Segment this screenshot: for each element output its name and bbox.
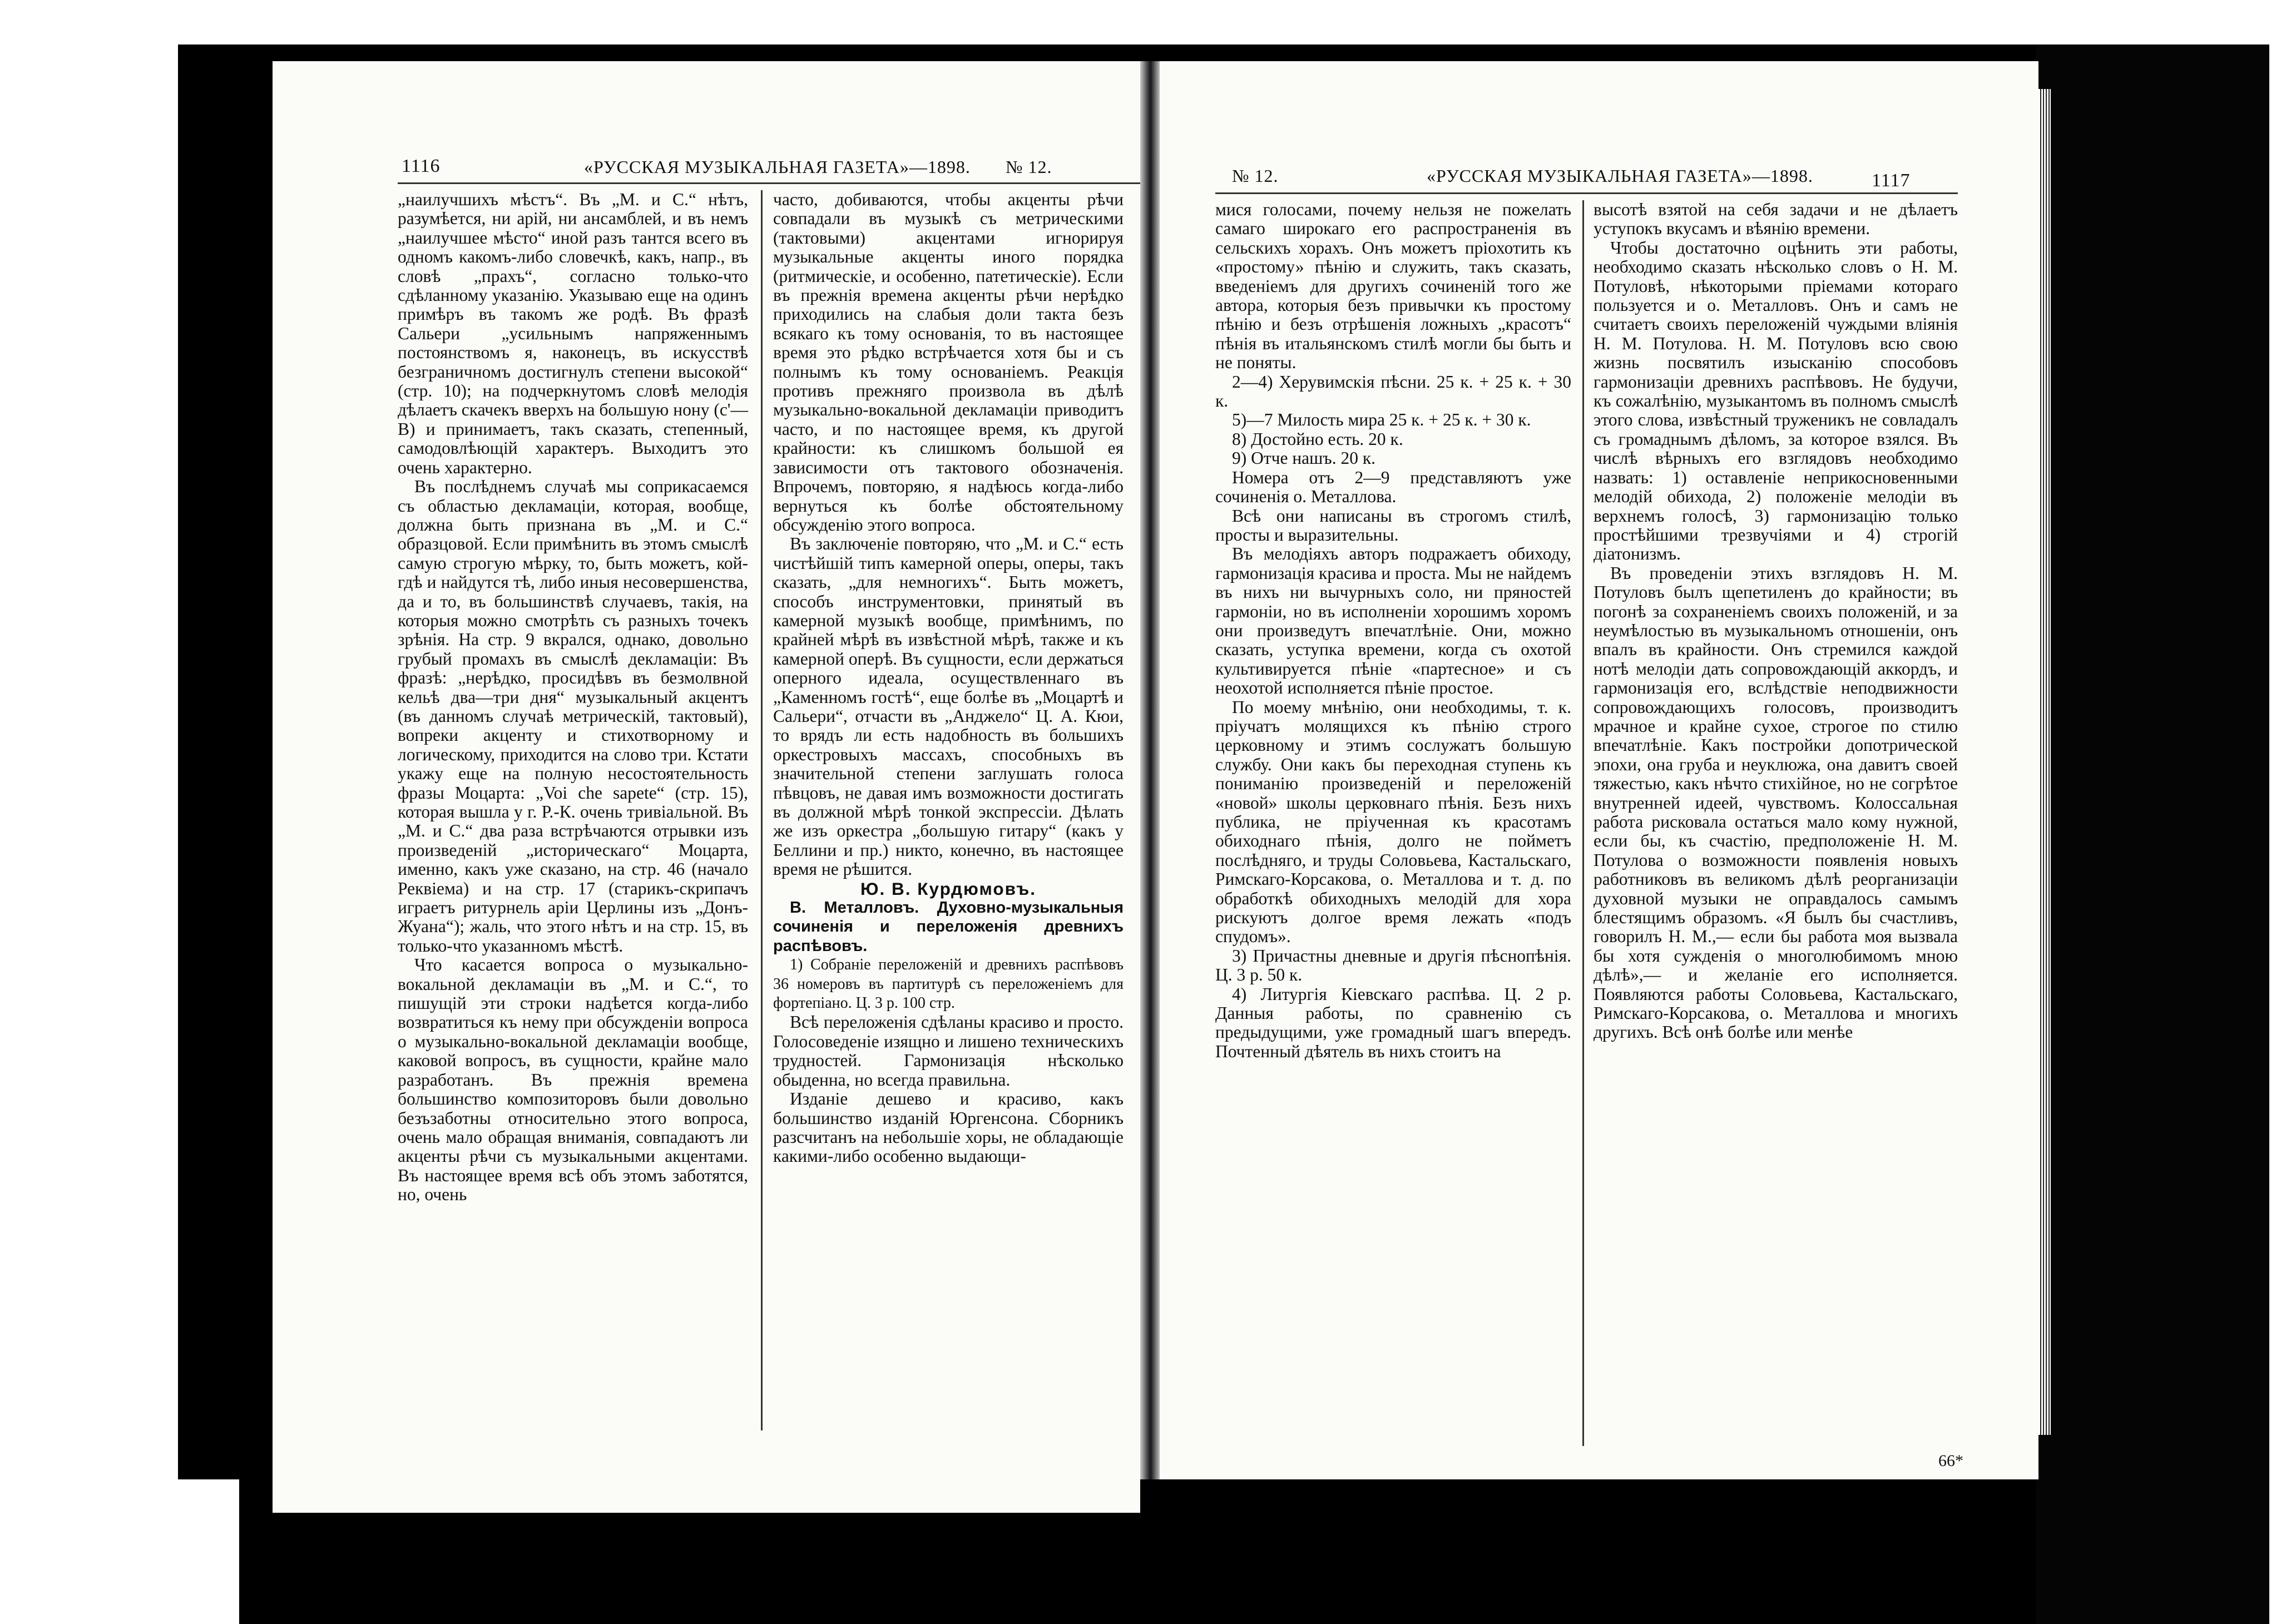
right-column-1 [1215,200,1571,1061]
list-item: 3) Причастны дневные и другія пѣснопѣнія. Ц. 3 р. 50 к. [1215,945,1571,985]
list-item: 9) Отче нашъ. 20 к. [1232,448,1376,468]
right-page [1160,61,2038,1479]
left-running-head: «РУССКАЯ МУЗЫКАЛЬНАЯ ГАЗЕТА»—1898. [584,157,971,177]
paragraph: Всѣ они написаны въ строгомъ стилѣ, просты и выразительны. [1215,506,1571,544]
paragraph: 4) Литургія Кіевскаго распѣва. Ц. 2 р. Данныя работы, по сравненію съ предыдущими, уже громадный шагъ впередъ. Почтенный дѣятель въ нихъ стоитъ на [1215,984,1571,1061]
paragraph: Номера отъ 2—9 представляютъ уже сочиненія о. Металлова. [1215,467,1571,507]
paragraph: Изданіе дешево и красиво, какъ большинство изданій Юргенсона. Сборникъ разсчитанъ на небольшіе хоры, не обладающіе какими-либо особенно выдающи- [773,1089,1124,1166]
left-page [273,61,1140,1513]
paragraph: 1) Собраніе переложеній и древнихъ распѣвовъ 36 номеровъ въ партитурѣ съ переложеніемъ для фортепіано. Ц. 3 р. 100 стр. [773,956,1124,1012]
paragraph: „наилучшихъ мѣстъ“. Въ „М. и С.“ нѣтъ, разумѣется, ни арій, ни ансамблей, и въ немъ „наилучшее мѣсто“ иной разъ тантся всего въ одномъ какомъ-либо словечкѣ, какъ, напр., въ словѣ „прахъ“, согласно только-что сдѣланному указанію. Указываю еще на одинъ примѣръ въ такомъ же родѣ. Въ фразѣ Сальери „усильнымъ напряженнымъ постоянствомъ я, наконецъ, въ искусствѣ безграничномъ достигнулъ степени высокой“ (стр. 10); на подчеркнутомъ словѣ мелодія дѣлаетъ скачекъ вверхъ на большую нону (с'—В) и принимаетъ, такъ сказать, степенный, самодовлѣющій характеръ. Выходитъ это очень характерно. [398,190,748,477]
book-gutter [1140,61,1160,1479]
paragraph: Чтобы достаточно оцѣнить эти работы, необходимо сказать нѣсколько словъ о Н. М. Потуловѣ, нѣкоторыми пріемами котораго пользуется и о. Металловъ. Онъ и самъ не считаетъ своихъ переложеній чуждыми вліянія Н. М. Потулова. Н. М. Потуловъ всю свою жизнь посвятилъ изысканію способовъ гармонизаціи древнихъ распѣвовъ. Не будучи, къ сожалѣнію, музыкантомъ въ полномъ смыслѣ этого слова, извѣстный труженикъ не совладалъ съ громаднымъ дѣломъ, за которое взялся. Въ числѣ вѣрныхъ его взглядовъ необходимо назвать: 1) оставленіе неприкосновенными мелодій обихода, 2) положеніе мелодіи въ верхнемъ голосѣ, 3) гармонизацію только простѣйшими трезвучіями и 4) строгій діатонизмъ. [1594,237,1958,564]
left-issue-number: № 12. [1006,157,1052,177]
list-item: 5)—7 Милость мира 25 к. + 25 к. + 30 к. [1232,410,1531,430]
right-column-divider [1582,200,1584,1446]
left-header-rule [398,182,1140,184]
list-item: 8) Достойно есть. 20 к. [1232,429,1403,449]
paragraph: Въ послѣднемъ случаѣ мы соприкасаемся съ областью декламаціи, которая, вообще, должна быть признана въ „М. и С.“ образцовой. Если примѣнить въ этомъ смыслѣ самую строгую мѣрку, то, быть можетъ, кой-гдѣ и найдутся тѣ, либо иныя несовершенства, да и то, въ большинствѣ случаевъ, такія, на которыя можно смотрѣть съ разныхъ точекъ зрѣнія. На стр. 9 вкрался, однако, довольно грубый промахъ въ смыслѣ декламаціи: Въ фразѣ: „нерѣдко, просидѣвъ въ безмолвной кельѣ два—три дня“ музыкальный акцентъ (въ данномъ случаѣ метрическій, тактовый), вопреки акценту и стихотворному и логическому, приходится на слово три. Кстати укажу еще на полную несостоятельность фразы Моцарта: „Voi che sapete“ (стр. 15), которая вышла у г. Р.-К. очень тривіальной. Въ „М. и С.“ два раза встрѣчаются отрывки изъ произведеній „историческаго“ Моцарта, именно, какъ уже сказано, на стр. 46 (начало Реквіема) и на стр. 17 (старикъ-скрипачъ играетъ ритурнель аріи Церлины изъ „Донъ-Жуана“); жаль, что этого нѣтъ и на стр. 15, въ только-что указанномъ мѣстѣ. [398,477,748,955]
paragraph: Въ мелодіяхъ авторъ подражаетъ обиходу, гармонизація красива и проста. Мы не найдемъ въ нихъ ни вычурныхъ соло, ни пряностей гармоніи, но въ исполненіи хорошимъ хоромъ они произведутъ впечатлѣніе. Они, можно сказать, уступка времени, когда съ охотой культивируется пѣніе «партесное» и съ неохотой исполняется пѣніе простое. [1215,544,1571,698]
paragraph: мися голосами, почему нельзя не пожелать самаго широкаго его распространенія въ сельскихъ хорахъ. Онъ можетъ пріохотить къ «простому» пѣнію и служить, такъ сказать, введеніемъ для другихъ сочиненій того же автора, которыя безъ привычки къ простому пѣнію и безъ отрѣшенія ложныхъ „красотъ“ пѣнія въ итальянскомъ стилѣ могли бы быть и не поняты. [1215,200,1571,373]
review-heading: В. Металловъ. Духовно-музыкальныя сочиненія и переложенія древнихъ распѣвовъ. [773,899,1124,955]
paragraph: По моему мнѣнію, они необходимы, т. к. пріучатъ молящихся къ пѣнію строго церковному и этимъ сослужатъ большую службу. Они какъ бы переходная ступень къ пониманію произведеній и переложеній «новой» школы церковнаго пѣнія. Безъ нихъ публика, не пріученная къ красотамъ обиходнаго пѣнія, долго не пойметъ послѣдняго, и труды Соловьева, Кастальскаго, Римскаго-Корсакова, о. Металлова и т. д. по обработкѣ обиходныхъ мелодій для хора рискуютъ долгое время лежать «подъ спудомъ». [1215,697,1571,947]
left-column-2 [773,190,1124,1166]
paragraph: Въ заключеніе повторяю, что „М. и С.“ есть чистѣйшій типъ камерной оперы, оперы, такъ сказать, „для немногихъ“. Быть можетъ, способъ инструментовки, принятый въ камерной музыкѣ вообще, примѣнимъ, по крайней мѣрѣ въ извѣстной мѣрѣ, также и къ камерной оперѣ. Въ сущности, если держаться оперного идеала, осуществленнаго въ „Каменномъ гостѣ“, еще болѣе въ „Моцартѣ и Сальери“, отчасти въ „Анджело“ Ц. А. Кюи, то врядъ ли есть надобность въ большихъ оркестровыхъ массахъ, способныхъ въ значительной степени заглушать голоса пѣвцовъ, не давая имъ возможности достигать въ должной мѣрѣ тонкой экспрессіи. Дѣлать же изъ оркестра „большую гитару“ (какъ у Беллини и пр.) никто, конечно, въ настоящее время не рѣшится. [773,534,1124,879]
right-page-number: 1117 [1872,170,1911,191]
paragraph: высотѣ взятой на себя задачи и не дѣлаетъ уступокъ вкусамъ и вѣянію времени. [1594,200,1958,239]
left-page-number: 1116 [402,156,441,176]
paragraph: Что касается вопроса о музыкально-вокальной декламаціи въ „М. и С.“, то пишущій эти строки надѣется когда-либо возвратиться къ нему при обсужденіи вопроса о музыкально-вокальной декламаціи вообще, каковой вопросъ, въ сущности, крайне мало разработанъ. Въ прежнія времена большинство композиторовъ были довольно безъзаботны относительно этого вопроса, очень мало обращая вниманія, совпадаютъ ли акценты рѣчи съ музыкальными акцентами. Въ настоящее время всѣ объ этомъ заботятся, но, очень [398,955,748,1205]
right-running-head: «РУССКАЯ МУЗЫКАЛЬНАЯ ГАЗЕТА»—1898. [1427,166,1813,186]
left-column-1 [398,190,748,1205]
paragraph: Всѣ переложенія сдѣланы красиво и просто. Голосоведеніе изящно и лишено техническихъ трудностей. Гармонизація нѣсколько обыденна, но всегда правильна. [773,1012,1124,1090]
author-signature: Ю. В. Курдюмовъ. [860,878,1036,899]
right-header-rule [1215,192,1958,194]
scan-margin [178,1479,239,1624]
signature-mark: 66* [1938,1452,1963,1470]
left-column-divider [761,190,763,1430]
list-item: 2—4) Херувимскія пѣсни. 25 к. + 25 к. + 30 к. [1215,372,1571,411]
paragraph: Въ проведеніи этихъ взглядовъ Н. М. Потуловъ былъ щепетиленъ до крайности; въ погонѣ за сохраненіемъ своихъ положеній, и за неумѣлостью въ музыкальномъ отношеніи, онъ впалъ въ крайности. Онъ стремился каждой нотѣ мелодіи дать сопровождающій аккордъ, и гармонизація его, вслѣдствіе неподвижности сопровождающихъ голосовъ, производитъ мрачное и крайне сухое, строгое по стилю впечатлѣніе. Какъ постройки допотрической эпохи, она груба и неуклюжа, она давитъ своей тяжестью, какъ нѣчто стихійное, но не согрѣтое внутренней идеей, чувствомъ. Колоссальная работа рисковала остаться мало кому нужной, если бы, къ счастію, предположеніе Н. М. Потулова о возможности появленія новыхъ работниковъ въ великомъ дѣлѣ реорганизаціи духовной музыки не оправдалось самымъ блестящимъ образомъ. «Я былъ бы счастливъ, говорилъ Н. М.,— если бы работа моя вызвала бы хотя сужденія о многолюбимомъ мною дѣлѣ»,— и желаніе его исполняется. Появляются работы Соловьева, Кастальскаго, Римскаго-Корсакова, о. Металлова и многихъ другихъ. Всѣ онѣ болѣе или менѣе [1594,563,1958,1042]
right-column-2 [1594,200,1958,1042]
right-issue-number: № 12. [1232,166,1279,186]
page-edge-stack [2038,89,2051,1435]
paragraph: часто, добиваются, чтобы акценты рѣчи совпадали въ музыкѣ съ метрическими (тактовыми) акцентами игнорируя музыкальные акценты иного порядка (ритмическіе, и особенно, патетическіе). Если въ прежнія времена акценты рѣчи нерѣдко приходились на слабыя доли такта безъ всякаго къ тому основанія, то въ настоящее время это рѣдко встрѣчается хотя бы и съ полнымъ къ тому основаніемъ. Реакція противъ прежняго произвола въ дѣлѣ музыкально-вокальной декламаціи приводитъ часто, и по настоящее время, къ другой крайности: къ слишкомъ большой ея зависимости отъ тактового обозначенія. Впрочемъ, повторяю, я надѣюсь когда-либо вернуться къ болѣе обстоятельному обсужденію этого вопроса. [773,190,1124,534]
scan-background-right [2036,44,2269,1624]
